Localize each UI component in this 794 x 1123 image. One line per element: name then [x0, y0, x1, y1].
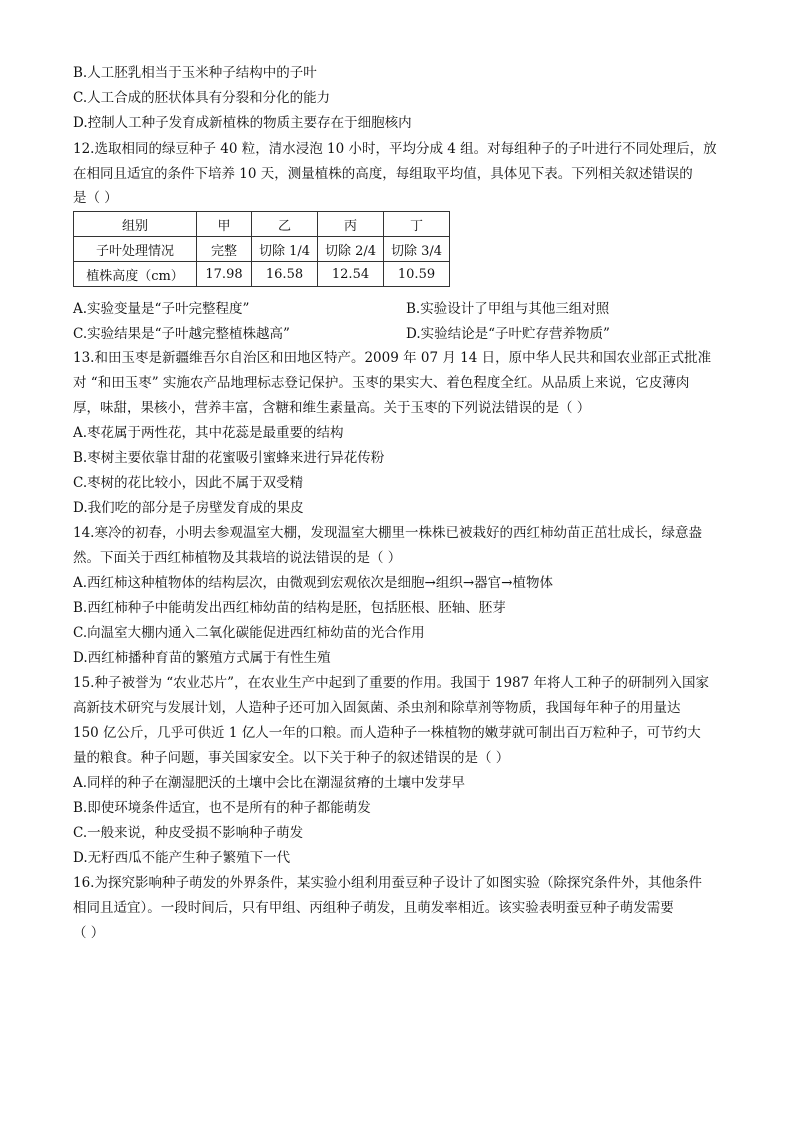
q16-stem-line-1: 16.为探究影响种子萌发的外界条件，某实验小组利用蚕豆种子设计了如图实验（除探究条件外，其他条件: [73, 875, 702, 891]
table-cell: 10.59: [384, 262, 450, 287]
q15-option-c: C.一般来说，种皮受损不影响种子萌发: [73, 825, 304, 841]
q13-stem-line-3: 厚，味甜，果核小，营养丰富，含糖和维生素量高。关于玉枣的下列说法错误的是（ ）: [73, 400, 591, 416]
table-header-cell: 丙: [318, 212, 384, 237]
q15-stem-line-1: 15.种子被誉为 “农业芯片”，在农业生产中起到了重要的作用。我国于 1987 年将人工种子的研制列入国家: [73, 675, 710, 691]
q12-option-c: C.实验结果是“子叶越完整植株越高”: [73, 326, 290, 342]
q15-option-b: B.即使环境条件适宜，也不是所有的种子都能萌发: [73, 800, 371, 816]
q13-option-d: D.我们吃的部分是子房壁发育成的果皮: [73, 500, 304, 516]
q11-option-d: D.控制人工种子发育成新植株的物质主要存在于细胞核内: [73, 115, 412, 131]
q14-option-a: A.西红柿这种植物体的结构层次，由微观到宏观依次是细胞→组织→器官→植物体: [73, 575, 553, 591]
q14-option-c: C.向温室大棚内通入二氧化碳能促进西红柿幼苗的光合作用: [73, 625, 425, 641]
table-cell: 12.54: [318, 262, 384, 287]
q15-option-a: A.同样的种子在潮湿肥沃的土壤中会比在潮湿贫瘠的土壤中发芽早: [73, 775, 466, 791]
q16-stem-line-2: 相同且适宜）。一段时间后，只有甲组、丙组种子萌发，且萌发率相近。该实验表明蚕豆种子萌发需要: [73, 900, 674, 916]
experiment-table: [73, 211, 450, 287]
q13-option-c: C.枣树的花比较小，因此不属于双受精: [73, 475, 304, 491]
q12-option-b: B.实验设计了甲组与其他三组对照: [406, 301, 610, 317]
q11-option-b: B.人工胚乳相当于玉米种子结构中的子叶: [73, 65, 317, 81]
q15-stem-line-2: 高新技术研究与发展计划，人造种子还可加入固氮菌、杀虫剂和除草剂等物质，我国每年种子的用量达: [73, 700, 681, 716]
q12-option-d: D.实验结论是“子叶贮存营养物质”: [406, 326, 610, 342]
table-cell: 17.98: [197, 262, 252, 287]
table-row: [74, 262, 450, 287]
q14-option-d: D.西红柿播种育苗的繁殖方式属于有性生殖: [73, 650, 331, 666]
q12-option-a: A.实验变量是“子叶完整程度”: [73, 301, 250, 317]
table-header-cell: 组别: [74, 212, 197, 237]
q12-stem-line-3: 是（ ）: [73, 190, 118, 206]
table-cell: 子叶处理情况: [74, 237, 197, 262]
q13-stem-line-1: 13.和田玉枣是新疆维吾尔自治区和田地区特产。2009 年 07 月 14 日，原中华人民共和国农业部正式批准: [73, 350, 712, 366]
q14-stem-line-1: 14.寒冷的初春，小明去参观温室大棚，发现温室大棚里一株株已被栽好的西红柿幼苗正茁壮成长，绿意盎: [73, 525, 702, 541]
q14-stem-line-2: 然。下面关于西红柿植物及其栽培的说法错误的是（ ）: [73, 550, 402, 566]
table-header-cell: 丁: [384, 212, 450, 237]
q13-option-a: A.枣花属于两性花，其中花蕊是最重要的结构: [73, 425, 344, 441]
table-cell: 切除 3/4: [384, 237, 450, 262]
q12-stem-line-1: 12.选取相同的绿豆种子 40 粒，清水浸泡 10 小时，平均分成 4 组。对每组种子的子叶进行不同处理后，放: [73, 141, 717, 157]
q14-option-b: B.西红柿种子中能萌发出西红柿幼苗的结构是胚，包括胚根、胚轴、胚芽: [73, 600, 506, 616]
table-cell: 完整: [197, 237, 252, 262]
q15-stem-line-3: 150 亿公斤，几乎可供近 1 亿人一年的口粮。而人造种子一株植物的嫩芽就可制出百万粒种子，可节约大: [73, 725, 701, 741]
q12-stem-line-2: 在相同且适宜的条件下培养 10 天，测量植株的高度，每组取平均值，具体见下表。下列相关叙述错误的: [73, 166, 693, 182]
table-cell: 切除 2/4: [318, 237, 384, 262]
table-cell: 植株高度（cm）: [74, 262, 197, 287]
q15-option-d: D.无籽西瓜不能产生种子繁殖下一代: [73, 850, 291, 866]
table-header-cell: 乙: [252, 212, 318, 237]
table-cell: 16.58: [252, 262, 318, 287]
q11-option-c: C.人工合成的胚状体具有分裂和分化的能力: [73, 90, 331, 106]
table-header-cell: 甲: [197, 212, 252, 237]
table-header-row: [74, 212, 450, 237]
q13-stem-line-2: 对 “和田玉枣” 实施农产品地理标志登记保护。玉枣的果实大、着色程度全红。从品质上来说，它皮薄肉: [73, 375, 690, 391]
q15-stem-line-4: 量的粮食。种子问题，事关国家安全。以下关于种子的叙述错误的是（ ）: [73, 750, 510, 766]
q13-option-b: B.枣树主要依靠甘甜的花蜜吸引蜜蜂来进行异花传粉: [73, 450, 385, 466]
table-cell: 切除 1/4: [252, 237, 318, 262]
table-row: [74, 237, 450, 262]
q16-stem-line-3: （ ）: [73, 925, 105, 941]
